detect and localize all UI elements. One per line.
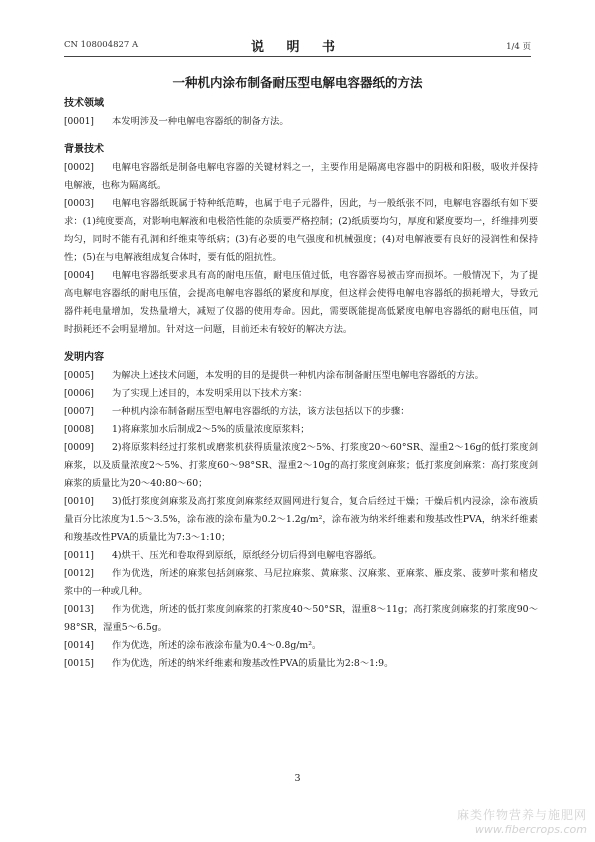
paragraph-text: 为解决上述技术问题，本发明的目的是提供一种机内涂布制备耐压型电解电容器纸的方法。 xyxy=(112,370,484,381)
site-watermark xyxy=(457,808,587,837)
paragraph-number: [0005] xyxy=(64,371,94,381)
paragraph-number: [0001] xyxy=(64,117,94,127)
paragraph xyxy=(64,195,538,267)
paragraph xyxy=(64,267,538,339)
doc-type-title: 说 明 书 xyxy=(250,40,345,55)
paragraph xyxy=(64,601,538,637)
paragraph-text: 本发明涉及一种电解电容器纸的制备方法。 xyxy=(112,116,289,127)
section-heading-tech-field: 技术领域 xyxy=(64,98,104,109)
paragraph-number: [0015] xyxy=(64,659,94,669)
paragraph-text: 一种机内涂布制备耐压型电解电容器纸的方法，该方法包括以下的步骤： xyxy=(112,406,410,417)
section-heading-invention: 发明内容 xyxy=(64,352,104,363)
page-number: 3 xyxy=(294,773,301,784)
page-info: 1/4 页 xyxy=(506,42,531,52)
paragraph-text: 作为优选，所述的纳米纤维素和羧基改性PVA的质量比为2:8～1:9。 xyxy=(112,658,394,669)
paragraph-text: 4)烘干、压光和卷取得到原纸，原纸经分切后得到电解电容器纸。 xyxy=(112,550,382,561)
paragraph-text: 电解电容器纸要求具有高的耐电压值，耐电压值过低，电容器容易被击穿而损坏。一般情况下，为了提高电解电容器纸的耐电压值，会提高电解电容器纸的紧度和厚度，但这样会使得电解电容器纸的损耗增大，导致元器件耗电量增加，发热量增大，减短了仪器的使用寿命。因此，需要既能提高低紧度电解电容器纸的耐电压值，同时损耗还不会明显增加。针对这一问题，目前还未有较好的解决方法。 xyxy=(64,270,538,335)
page-header xyxy=(64,36,531,57)
paragraph-text: 为了实现上述目的，本发明采用以下技术方案： xyxy=(112,388,308,399)
paragraph xyxy=(64,439,538,493)
paragraph-number: [0010] xyxy=(64,497,94,507)
paragraph-text: 1)将麻浆加水后制成2～5%的质量浓度原浆料； xyxy=(112,424,310,435)
paragraph-text: 2)将原浆料经过打浆机或磨浆机获得质量浓度2～5%、打浆度20～60°SR、湿重2～16g的低打浆度剑麻浆，以及质量浓度2～5%、打浆度60～98°SR、湿重2～10g的高打浆度剑麻浆；低打浆度剑麻浆：高打浆度剑麻浆的质量比为20～40:80～60； xyxy=(64,442,538,489)
paragraph xyxy=(64,565,538,601)
invention-title: 一种机内涂布制备耐压型电解电容器纸的方法 xyxy=(172,75,423,90)
document-body xyxy=(64,95,538,673)
paragraph-number: [0009] xyxy=(64,443,94,453)
paragraph-number: [0008] xyxy=(64,425,94,435)
paragraph-text: 电解电容器纸既属于特种纸范畴，也属于电子元器件，因此，与一般纸张不同，电解电容器纸有如下要求：(1)纯度要高，对影响电解液和电极箔性能的杂质要严格控制；(2)纸质要均匀，厚度和紧度要均一，纤维排列要均匀，同时不能有孔洞和纤维束等纸病；(3)有必要的电气强度和机械强度；(4)对电解液要有良好的浸润性和保持性；(5)在与电解液组成复合体时，要有低的阻抗性。 xyxy=(64,198,538,263)
paragraph xyxy=(64,113,538,131)
paragraph-text: 作为优选，所述的麻浆包括剑麻浆、马尼拉麻浆、黄麻浆、汉麻浆、亚麻浆、雁皮浆、菠萝叶浆和楮皮浆中的一种或几种。 xyxy=(64,568,538,597)
paragraph-number: [0007] xyxy=(64,407,94,417)
paragraph-number: [0014] xyxy=(64,641,94,651)
watermark-site-name: 麻类作物营养与施肥网 xyxy=(456,808,587,822)
paragraph-number: [0002] xyxy=(64,163,94,173)
paragraph-text: 3)低打浆度剑麻浆及高打浆度剑麻浆经双圆网进行复合，复合后经过干燥；干燥后机内浸涂，涂布液质量百分比浓度为1.5～3.5%，涂布液的涂布量为0.2～1.2g/m²，涂布液为纳米纤维素和羧基改性PVA，纳米纤维素和羧基改性PVA的质量比为7:3～1:10； xyxy=(64,496,538,543)
paragraph xyxy=(64,159,538,195)
paragraph xyxy=(64,367,538,385)
paragraph-text: 作为优选，所述的涂布液涂布量为0.4～0.8g/m²。 xyxy=(112,640,322,651)
paragraph-number: [0004] xyxy=(64,271,94,281)
paragraph-number: [0012] xyxy=(64,569,94,579)
paragraph xyxy=(64,385,538,403)
paragraph xyxy=(64,637,538,655)
paragraph xyxy=(64,403,538,421)
paragraph-text: 作为优选，所述的低打浆度剑麻浆的打浆度40～50°SR，湿重8～11g；高打浆度剑麻浆的打浆度90～98°SR，湿重5～6.5g。 xyxy=(64,604,538,633)
paragraph-number: [0006] xyxy=(64,389,94,399)
patent-number: CN 108004827 A xyxy=(64,40,139,50)
paragraph xyxy=(64,547,538,565)
paragraph xyxy=(64,421,538,439)
paragraph-number: [0011] xyxy=(64,551,94,561)
paragraph-number: [0013] xyxy=(64,605,94,615)
paragraph-text: 电解电容器纸是制备电解电容器的关键材料之一，主要作用是隔离电容器中的阴极和阳极，吸收并保持电解液，也称为隔离纸。 xyxy=(64,162,538,191)
paragraph xyxy=(64,493,538,547)
paragraph xyxy=(64,655,538,673)
paragraph-number: [0003] xyxy=(64,199,94,209)
watermark-url: www.fibercrops.com xyxy=(474,823,587,836)
section-heading-background: 背景技术 xyxy=(64,144,104,155)
